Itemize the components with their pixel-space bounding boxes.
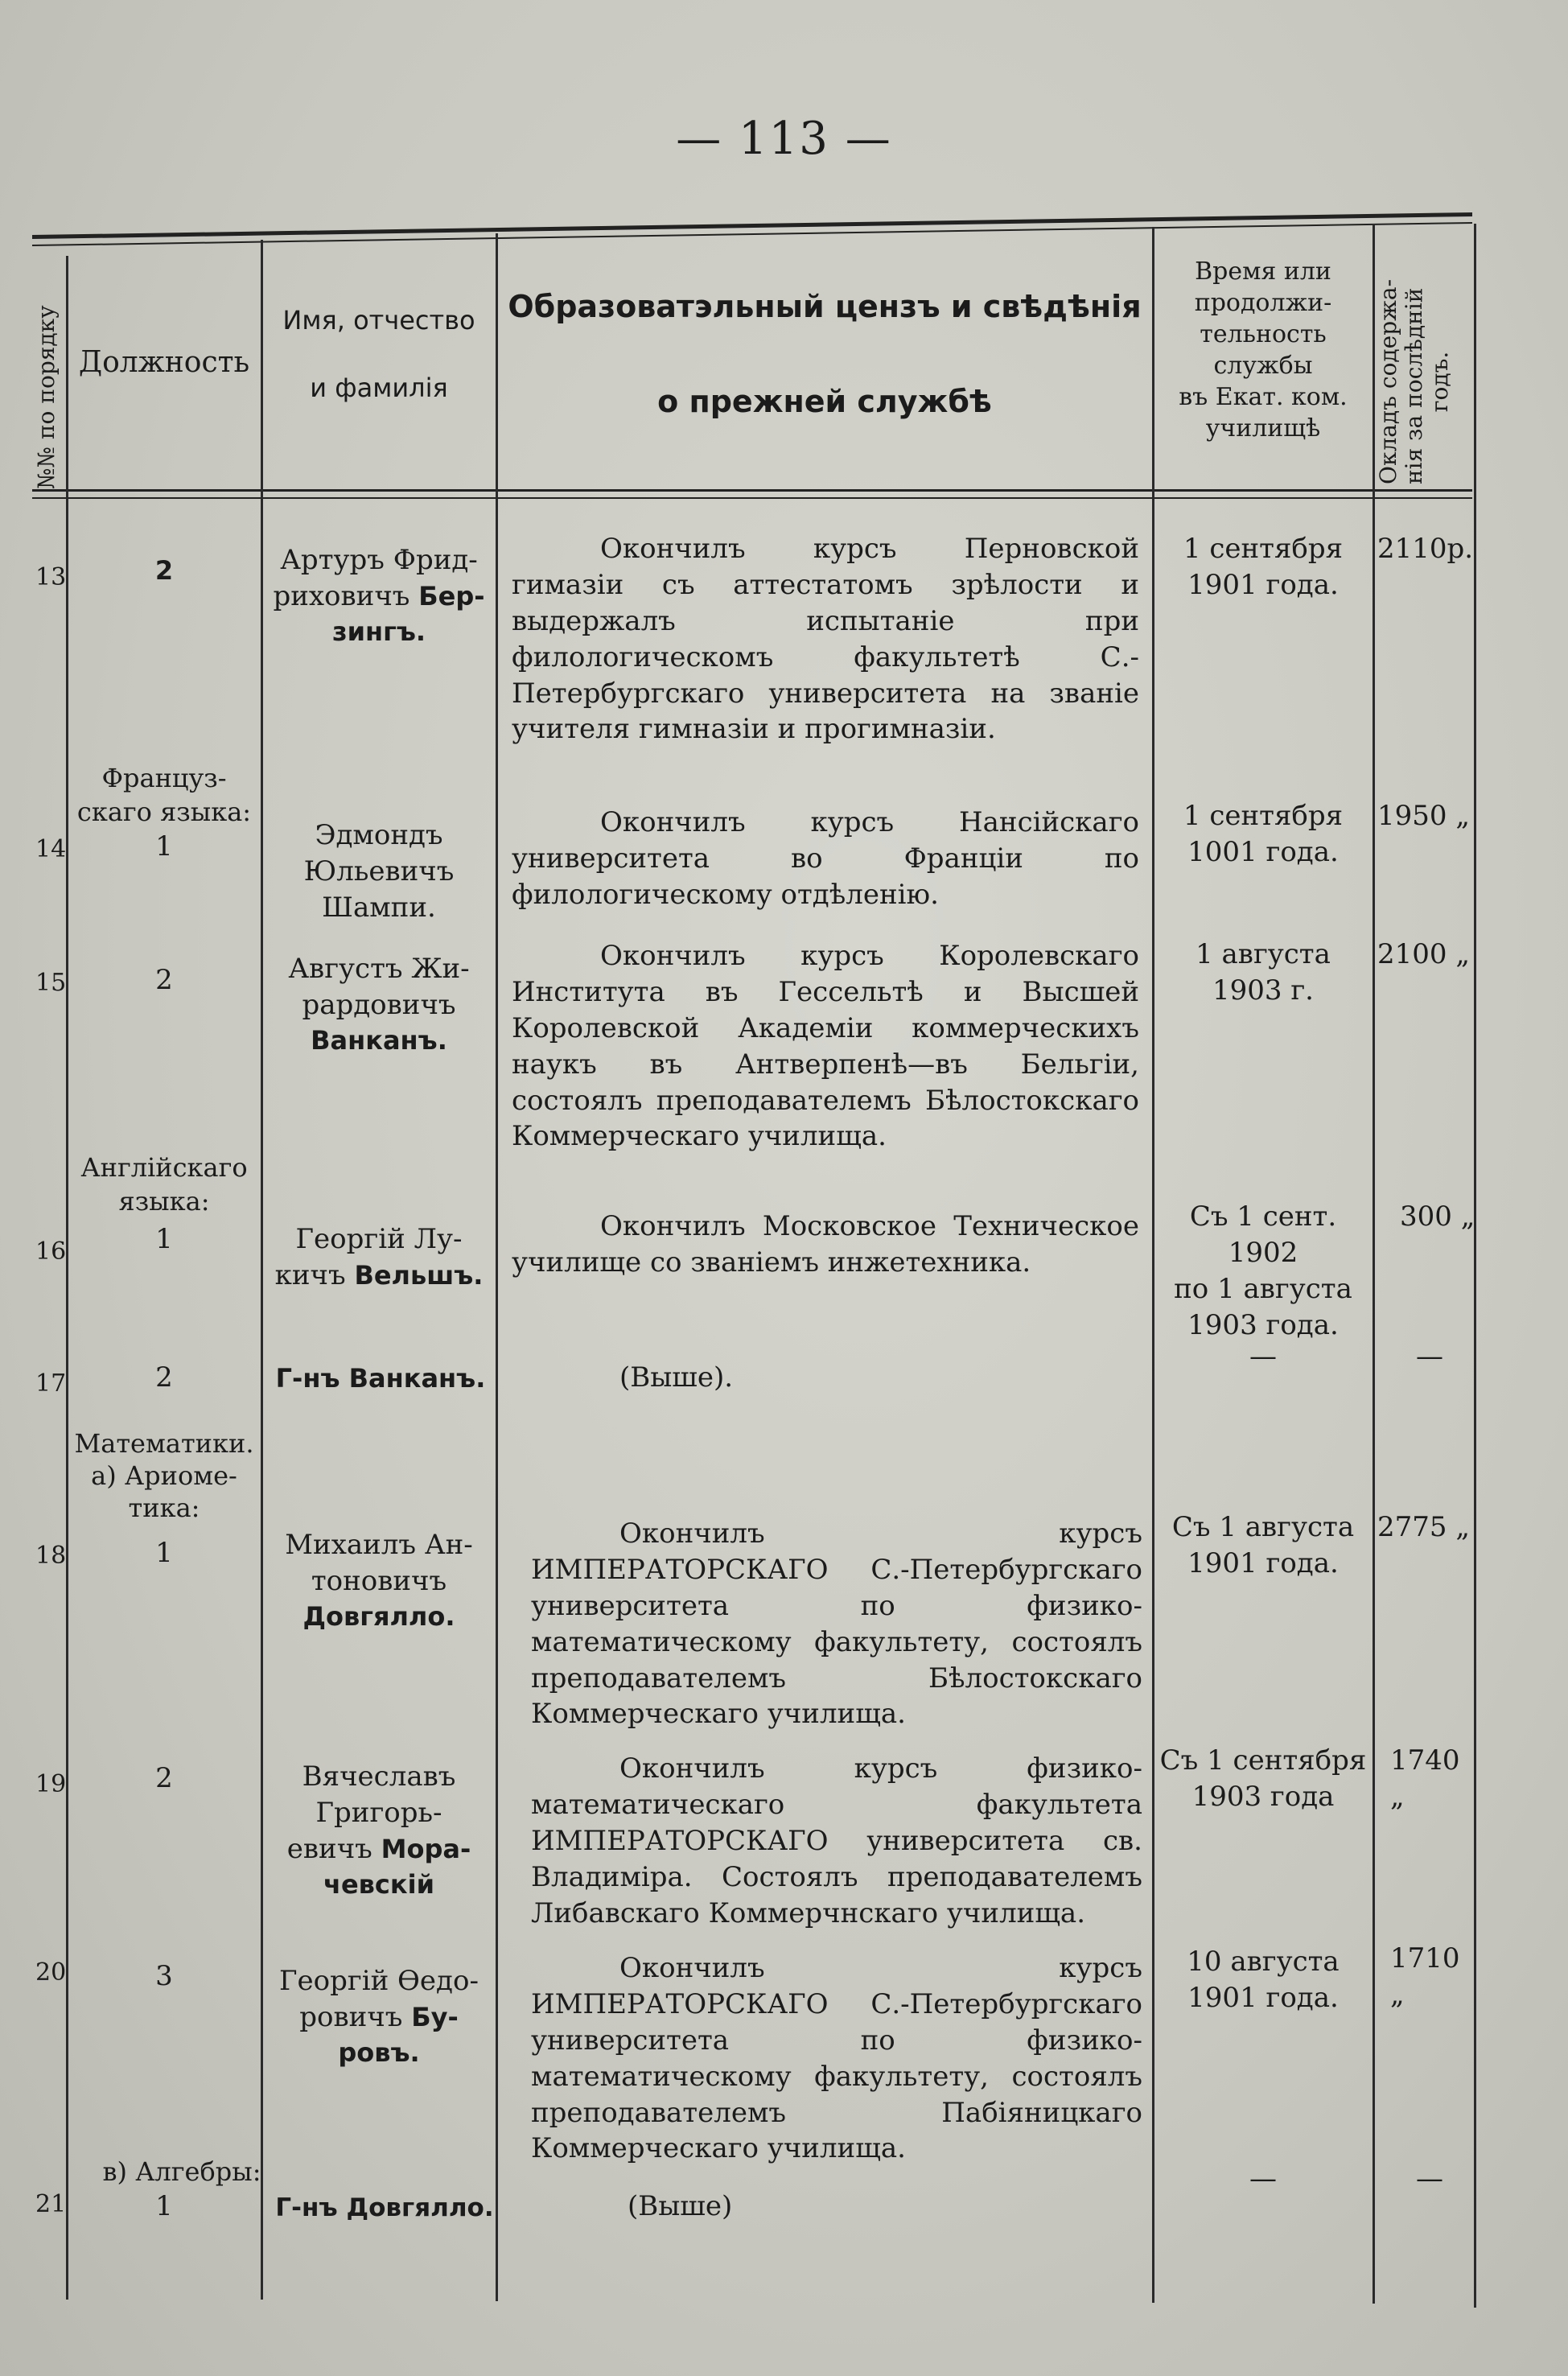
row-21-education: (Выше) <box>628 2190 733 2222</box>
row-15-name-l1: Августъ Жи- <box>288 953 470 985</box>
row-13-salary: 2110р. <box>1377 533 1474 565</box>
row-16-name-l2 <box>264 1258 494 1294</box>
row-15-name-l2: рардовичъ <box>302 988 456 1021</box>
header-num: №№ по порядку <box>33 305 60 489</box>
header-salary-l2: нія за послѣдній <box>1401 287 1428 484</box>
row-19-name-l2: Григорь- <box>315 1796 442 1829</box>
section-english-l1: Англійскаго <box>80 1152 248 1183</box>
row-20-name-l3: ровъ. <box>338 2036 420 2068</box>
row-13-time-l2: 1901 года. <box>1187 568 1339 601</box>
row-21-salary: — <box>1416 2163 1443 2195</box>
row-13-name-l3: зингъ. <box>331 616 426 647</box>
row-14-salary: 1950 „ <box>1377 800 1470 832</box>
row-15-salary: 2100 „ <box>1377 938 1470 970</box>
row-19-time <box>1155 1743 1371 1815</box>
row-16-name-l2b: Вельшъ. <box>354 1259 484 1291</box>
header-education-line2: о прежней службѣ <box>657 383 992 419</box>
col-line-3 <box>496 233 498 2301</box>
row-18-name-l2: тоновичъ <box>311 1564 447 1597</box>
row-14-time-l2: 1001 года. <box>1187 835 1339 868</box>
row-13-name-l2 <box>264 579 494 615</box>
row-18-position: 1 <box>155 1537 173 1569</box>
row-20-salary: 1710 „ <box>1390 1942 1460 2011</box>
row-16-time-l1: Съ 1 сент. 1902 <box>1189 1200 1337 1269</box>
row-18-time-l2: 1901 года. <box>1187 1546 1339 1579</box>
row-13-position: 2 <box>154 555 174 586</box>
header-time-l6: училищѣ <box>1205 414 1321 443</box>
row-19-name-l3 <box>264 1831 494 1867</box>
page-number: — 113 — <box>676 113 892 165</box>
section-algebra: в) Алгебры: <box>102 2156 261 2187</box>
row-19-education: Окончилъ курсъ физико-математическаго факультета ИМПЕРАТОРСКАГО университета св. Владиміра. Состоялъ преподавателемъ Либавскаго Коммерчнскаго училища. <box>531 1752 1142 1929</box>
row-20-time-l1: 10 августа <box>1187 1946 1340 1978</box>
row-15-time-l1: 1 августа <box>1196 938 1331 970</box>
section-english-l2: языка: <box>118 1186 210 1217</box>
row-19-num: 19 <box>35 1770 67 1798</box>
header-salary-l3: годъ. <box>1426 351 1454 413</box>
header-name <box>264 304 494 404</box>
row-19-name-l1: Вячеславъ <box>302 1760 456 1793</box>
header-time-l4: службы <box>1213 352 1313 380</box>
row-20-time <box>1155 1944 1371 2016</box>
row-19-name-l4: чевскій <box>323 1868 434 1900</box>
row-18-time-l1: Съ 1 августа <box>1171 1511 1355 1543</box>
row-16-position: 1 <box>155 1223 173 1255</box>
row-17-name: Г-нъ Ванканъ. <box>275 1363 486 1394</box>
row-17-num: 17 <box>35 1369 67 1398</box>
header-position: Должность <box>78 346 250 379</box>
row-17-education: (Выше). <box>619 1361 734 1394</box>
row-15-name <box>264 951 494 1057</box>
header-rule <box>32 489 1472 492</box>
row-16-education: Окончилъ Московское Техническое училище со званіемъ инжетехника. <box>512 1210 1139 1279</box>
row-19-position: 2 <box>155 1762 173 1794</box>
section-math <box>69 1427 259 1524</box>
row-16-name-l2a: кичъ <box>274 1258 346 1291</box>
header-name-line2: и фамилія <box>310 373 448 403</box>
row-18-time <box>1155 1509 1371 1582</box>
row-20-education: Окончилъ курсъ ИМПЕРАТОРСКАГО С.-Петербургскаго университета по физико-математическому факультету, состоялъ преподавателемъ Пабіяницкаго Коммерческаго училища. <box>531 1952 1142 2165</box>
header-time-l1: Время или <box>1195 257 1331 286</box>
col-line-4 <box>1152 227 1154 2303</box>
col-line-1 <box>66 256 68 2300</box>
row-14-name <box>264 817 494 926</box>
section-french-l2: скаго языка: <box>76 797 252 828</box>
row-15-position: 2 <box>155 964 173 996</box>
header-time-l3: тельность <box>1200 320 1327 348</box>
row-13-name-l2b: Бер- <box>418 580 485 612</box>
section-french <box>69 761 259 829</box>
row-18-name-l3: Довгялло. <box>302 1600 455 1632</box>
row-19-time-l1: Съ 1 сентября <box>1159 1744 1367 1777</box>
row-15-name-l3: Ванканъ. <box>311 1024 447 1056</box>
row-19-name-l3a: евичъ <box>286 1832 372 1865</box>
row-21-num: 21 <box>35 2190 67 2218</box>
row-14-education: Окончилъ курсъ Нансійскаго университета во Франціи по филологическому отдѣленію. <box>512 806 1139 911</box>
header-name-line1: Имя, отчество <box>282 305 475 336</box>
row-16-time-l3: 1903 года. <box>1187 1308 1339 1341</box>
row-18-name-l1: Михаилъ Ан- <box>285 1529 473 1561</box>
header-salary-l1: Окладъ содержа- <box>1375 278 1401 484</box>
row-20-time-l2: 1901 года. <box>1187 1981 1339 2014</box>
row-16-name <box>264 1221 494 1294</box>
row-15-education: Окончилъ курсъ Королевскаго Института въ Гессельтѣ и Высшей Королевской Академіи коммерческихъ наукъ въ Антверпенѣ—въ Бельгіи, состоялъ преподавателемъ Бѣлостокскаго Коммерческаго училища. <box>512 940 1139 1153</box>
header-education <box>499 288 1150 421</box>
row-16-name-l1: Георгій Лу- <box>295 1223 463 1255</box>
header-time-l5: въ Екат. ком. <box>1179 383 1348 411</box>
row-19-salary: 1740 „ <box>1390 1744 1460 1813</box>
col-line-2 <box>261 240 263 2300</box>
row-15-time-l2: 1903 г. <box>1212 974 1314 1007</box>
row-14-time <box>1155 798 1371 871</box>
row-14-num: 14 <box>35 835 67 863</box>
row-14-position: 1 <box>155 830 173 863</box>
row-16-salary: 300 „ <box>1400 1200 1475 1233</box>
row-20-name-l1: Георгій Өедо- <box>279 1965 479 1997</box>
row-17-time: — <box>1249 1340 1277 1373</box>
row-16-time <box>1155 1199 1371 1344</box>
section-french-l1: Француз- <box>101 763 227 793</box>
row-16-time-l2: по 1 августа <box>1174 1272 1352 1305</box>
row-17-salary: — <box>1416 1340 1443 1373</box>
row-13-time-l1: 1 сентября <box>1183 533 1344 565</box>
row-20-num: 20 <box>35 1958 67 1987</box>
row-20-name-l2a: ровичъ <box>299 2000 403 2033</box>
row-20-name-l2b: Бу- <box>411 2001 459 2032</box>
row-18-salary: 2775 „ <box>1377 1511 1470 1543</box>
row-20-name <box>264 1963 494 2069</box>
header-time-l2: продолжи- <box>1194 289 1332 317</box>
row-14-time-l1: 1 сентября <box>1183 800 1344 832</box>
header-education-line1: Образоватэльный цензъ и свѣдѣнія <box>508 289 1142 324</box>
header-salary <box>1376 279 1454 484</box>
row-14-name-l3: Шампи. <box>322 891 436 924</box>
row-21-position: 1 <box>155 2190 173 2222</box>
header-rule-thin <box>32 497 1472 499</box>
col-line-5 <box>1373 224 1375 2304</box>
row-19-name-l3b: Мора- <box>381 1833 471 1864</box>
row-16-num: 16 <box>35 1237 67 1266</box>
row-18-num: 18 <box>35 1542 67 1570</box>
row-13-name-l2a: риховичъ <box>273 579 410 612</box>
row-13-time <box>1155 531 1371 603</box>
row-15-time <box>1155 937 1371 1009</box>
section-english <box>69 1151 259 1218</box>
section-math-l3: тика: <box>128 1493 200 1523</box>
section-math-l1: Математики. <box>74 1428 254 1459</box>
row-13-education: Окончилъ курсъ Перновской гимазіи съ аттестатомъ зрѣлости и выдержалъ испытаніе при филологическомъ факультетѣ С.-Петербургскаго университета на званіе учителя гимназіи и прогимназіи. <box>512 533 1139 746</box>
row-13-name-l1: Артуръ Фрид- <box>280 544 478 576</box>
section-math-l2: а) Ариоме- <box>91 1460 237 1491</box>
row-13-num: 13 <box>35 563 67 591</box>
row-14-name-l2: Юльевичъ <box>303 854 455 887</box>
row-17-position: 2 <box>155 1361 173 1394</box>
header-time <box>1155 256 1371 444</box>
row-15-num: 15 <box>35 969 67 997</box>
row-20-position: 3 <box>155 1960 173 1992</box>
row-18-name <box>264 1527 494 1633</box>
row-19-name <box>264 1759 494 1901</box>
row-21-name: Г-нъ Довгялло. <box>275 2193 494 2222</box>
row-14-name-l1: Эдмондъ <box>315 819 443 851</box>
staff-table <box>32 224 1480 2283</box>
row-19-time-l2: 1903 года <box>1191 1780 1335 1813</box>
row-21-time: — <box>1249 2163 1277 2195</box>
row-20-name-l2 <box>264 1999 494 2036</box>
row-13-name <box>264 542 494 649</box>
row-18-education: Окончилъ курсъ ИМПЕРАТОРСКАГО С.-Петербургскаго университета по физико-математическому факультету, состоялъ преподавателемъ Бѣлостокскаго Коммерческаго училища. <box>531 1517 1142 1731</box>
